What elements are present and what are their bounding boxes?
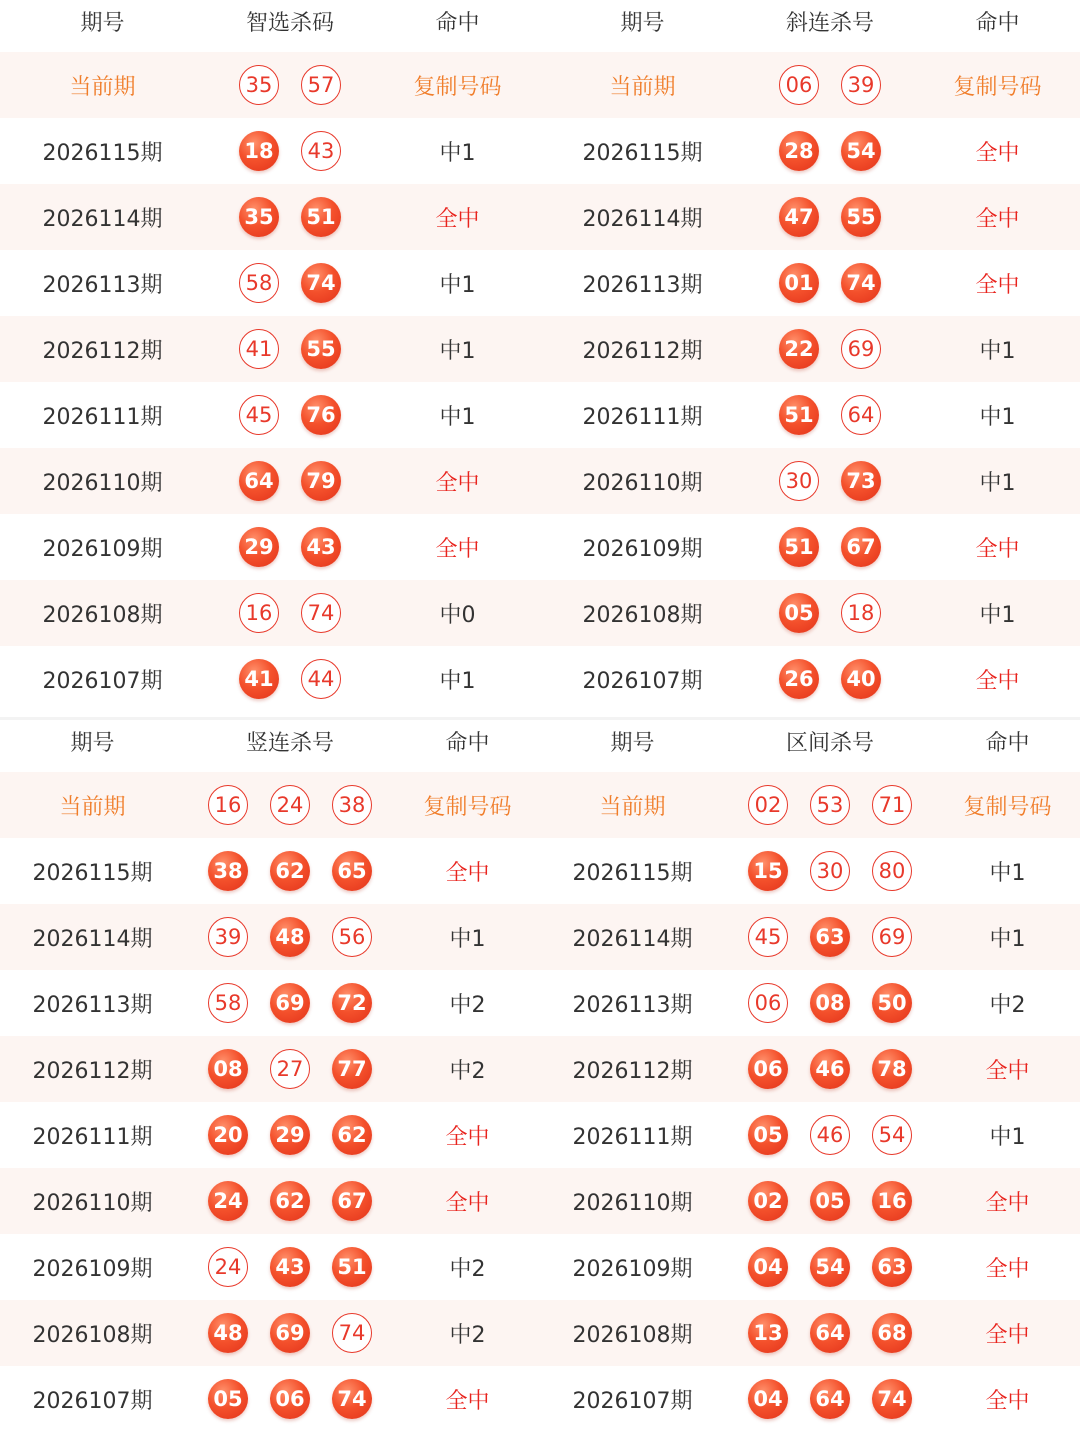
hit-ball: 05 xyxy=(208,1379,248,1419)
header-hit: 命中 xyxy=(435,11,480,36)
number-ball: 53 xyxy=(810,785,850,825)
history-row xyxy=(540,1102,1080,1168)
hit-ball: 05 xyxy=(779,593,819,633)
copy-numbers-button[interactable]: 复制号码 xyxy=(953,74,1042,100)
kill-number-balls xyxy=(228,197,352,237)
hit-result: 中1 xyxy=(449,926,486,952)
hit-result: 中2 xyxy=(449,1058,486,1084)
period-number: 2026110期 xyxy=(572,1190,693,1216)
kill-number-balls xyxy=(197,1181,383,1221)
hit-ball: 15 xyxy=(748,851,788,891)
hit-result: 全中 xyxy=(975,206,1020,232)
current-period-label: 当前期 xyxy=(609,74,676,100)
history-row xyxy=(540,382,1080,448)
history-row xyxy=(0,382,540,448)
period-number: 2026109期 xyxy=(572,1256,693,1282)
kill-number-balls xyxy=(197,1049,383,1089)
copy-numbers-button[interactable]: 复制号码 xyxy=(963,794,1052,820)
hit-ball: 50 xyxy=(872,983,912,1023)
current-balls xyxy=(197,785,383,825)
period-number: 2026109期 xyxy=(582,536,703,562)
period-number: 2026113期 xyxy=(42,272,163,298)
period-number: 2026108期 xyxy=(572,1322,693,1348)
period-number: 2026110期 xyxy=(32,1190,153,1216)
current-balls xyxy=(228,65,352,105)
hit-ball: 76 xyxy=(301,395,341,435)
hit-result: 中1 xyxy=(439,272,476,298)
hit-result: 中1 xyxy=(439,668,476,694)
kill-number-balls xyxy=(737,917,923,957)
header-kill-type: 斜连杀号 xyxy=(785,11,874,36)
period-number: 2026108期 xyxy=(32,1322,153,1348)
hit-result: 中2 xyxy=(449,992,486,1018)
hit-result: 全中 xyxy=(985,1256,1030,1282)
history-row xyxy=(540,646,1080,712)
header-kill-type: 智选杀码 xyxy=(245,11,334,36)
period-number: 2026115期 xyxy=(582,140,703,166)
period-number: 2026114期 xyxy=(32,926,153,952)
hit-ball: 67 xyxy=(841,527,881,567)
hit-result: 全中 xyxy=(975,272,1020,298)
miss-ball: 69 xyxy=(841,329,881,369)
kill-number-balls xyxy=(768,197,892,237)
history-row xyxy=(540,1168,1080,1234)
miss-ball: 56 xyxy=(332,917,372,957)
history-row xyxy=(540,580,1080,646)
current-period-row xyxy=(540,772,1080,838)
history-row xyxy=(0,184,540,250)
history-row xyxy=(540,1234,1080,1300)
hit-ball: 24 xyxy=(208,1181,248,1221)
hit-result: 全中 xyxy=(985,1388,1030,1414)
history-row xyxy=(0,250,540,316)
header-kill-type: 竖连杀号 xyxy=(245,731,334,756)
hit-ball: 54 xyxy=(841,131,881,171)
period-number: 2026115期 xyxy=(42,140,163,166)
hit-ball: 04 xyxy=(748,1379,788,1419)
hit-result: 全中 xyxy=(985,1058,1030,1084)
period-number: 2026113期 xyxy=(32,992,153,1018)
history-row xyxy=(0,904,540,970)
hit-result: 全中 xyxy=(435,470,480,496)
miss-ball: 58 xyxy=(239,263,279,303)
current-period-row xyxy=(0,772,540,838)
hit-ball: 35 xyxy=(239,197,279,237)
current-period-label: 当前期 xyxy=(599,794,666,820)
hit-ball: 16 xyxy=(872,1181,912,1221)
period-number: 2026115期 xyxy=(572,860,693,886)
hit-result: 中2 xyxy=(989,992,1026,1018)
hit-ball: 38 xyxy=(208,851,248,891)
number-ball: 35 xyxy=(239,65,279,105)
number-ball: 71 xyxy=(872,785,912,825)
period-number: 2026107期 xyxy=(582,668,703,694)
period-number: 2026111期 xyxy=(32,1124,153,1150)
hit-ball: 79 xyxy=(301,461,341,501)
period-number: 2026109期 xyxy=(42,536,163,562)
period-number: 2026111期 xyxy=(582,404,703,430)
history-row xyxy=(0,1036,540,1102)
hit-result: 中0 xyxy=(439,602,476,628)
history-row xyxy=(0,1234,540,1300)
miss-ball: 58 xyxy=(208,983,248,1023)
period-number: 2026110期 xyxy=(42,470,163,496)
hit-ball: 67 xyxy=(332,1181,372,1221)
kill-number-balls xyxy=(197,1115,383,1155)
history-row xyxy=(540,250,1080,316)
hit-ball: 65 xyxy=(332,851,372,891)
hit-result: 全中 xyxy=(445,1388,490,1414)
hit-ball: 74 xyxy=(872,1379,912,1419)
hit-ball: 43 xyxy=(270,1247,310,1287)
history-row xyxy=(540,1366,1080,1432)
hit-ball: 73 xyxy=(841,461,881,501)
kill-number-balls xyxy=(197,917,383,957)
table-header-row xyxy=(540,720,1080,772)
period-number: 2026115期 xyxy=(32,860,153,886)
hit-result: 中1 xyxy=(989,860,1026,886)
table-header-row xyxy=(540,0,1080,52)
history-row xyxy=(0,970,540,1036)
miss-ball: 18 xyxy=(841,593,881,633)
history-row xyxy=(540,448,1080,514)
hit-ball: 63 xyxy=(872,1247,912,1287)
history-row xyxy=(540,316,1080,382)
period-number: 2026113期 xyxy=(582,272,703,298)
hit-ball: 02 xyxy=(748,1181,788,1221)
hit-ball: 51 xyxy=(779,527,819,567)
hit-ball: 51 xyxy=(332,1247,372,1287)
hit-result: 全中 xyxy=(985,1190,1030,1216)
history-row xyxy=(540,118,1080,184)
period-number: 2026113期 xyxy=(572,992,693,1018)
history-row xyxy=(0,316,540,382)
period-number: 2026114期 xyxy=(42,206,163,232)
history-row xyxy=(540,838,1080,904)
miss-ball: 45 xyxy=(748,917,788,957)
hit-result: 全中 xyxy=(445,1190,490,1216)
kill-number-balls xyxy=(197,1313,383,1353)
kill-number-balls xyxy=(197,983,383,1023)
header-period: 期号 xyxy=(70,731,115,756)
kill-number-balls xyxy=(737,1379,923,1419)
hit-result: 中2 xyxy=(449,1322,486,1348)
history-row xyxy=(540,1300,1080,1366)
miss-ball: 46 xyxy=(810,1115,850,1155)
history-row xyxy=(0,646,540,712)
copy-numbers-button[interactable]: 复制号码 xyxy=(413,74,502,100)
current-period-label: 当前期 xyxy=(69,74,136,100)
history-row xyxy=(0,1168,540,1234)
kill-number-balls xyxy=(197,1379,383,1419)
miss-ball: 43 xyxy=(301,131,341,171)
period-number: 2026112期 xyxy=(32,1058,153,1084)
hit-ball: 51 xyxy=(779,395,819,435)
hit-result: 中1 xyxy=(979,470,1016,496)
hit-ball: 41 xyxy=(239,659,279,699)
miss-ball: 27 xyxy=(270,1049,310,1089)
number-ball: 24 xyxy=(270,785,310,825)
kill-number-balls xyxy=(737,983,923,1023)
current-period-row xyxy=(540,52,1080,118)
hit-ball: 13 xyxy=(748,1313,788,1353)
miss-ball: 24 xyxy=(208,1247,248,1287)
current-balls xyxy=(768,65,892,105)
kill-number-balls xyxy=(228,527,352,567)
table-header-row xyxy=(0,0,540,52)
hit-ball: 62 xyxy=(332,1115,372,1155)
miss-ball: 80 xyxy=(872,851,912,891)
hit-ball: 26 xyxy=(779,659,819,699)
hit-ball: 69 xyxy=(270,1313,310,1353)
period-number: 2026108期 xyxy=(42,602,163,628)
history-row xyxy=(540,904,1080,970)
hit-ball: 08 xyxy=(208,1049,248,1089)
miss-ball: 74 xyxy=(301,593,341,633)
hit-ball: 22 xyxy=(779,329,819,369)
kill-number-balls xyxy=(768,131,892,171)
hit-ball: 74 xyxy=(301,263,341,303)
history-row xyxy=(0,448,540,514)
hit-ball: 55 xyxy=(301,329,341,369)
kill-number-balls xyxy=(228,263,352,303)
hit-ball: 68 xyxy=(872,1313,912,1353)
header-period: 期号 xyxy=(80,11,125,36)
history-row xyxy=(0,514,540,580)
period-number: 2026111期 xyxy=(572,1124,693,1150)
number-ball: 16 xyxy=(208,785,248,825)
history-row xyxy=(0,1366,540,1432)
number-ball: 38 xyxy=(332,785,372,825)
header-period: 期号 xyxy=(620,11,665,36)
kill-number-balls xyxy=(768,263,892,303)
hit-result: 中1 xyxy=(989,1124,1026,1150)
kill-number-balls xyxy=(768,527,892,567)
kill-number-balls xyxy=(228,395,352,435)
hit-result: 全中 xyxy=(975,536,1020,562)
number-ball: 02 xyxy=(748,785,788,825)
hit-result: 中1 xyxy=(979,404,1016,430)
kill-number-balls xyxy=(737,1049,923,1089)
hit-result: 中2 xyxy=(449,1256,486,1282)
period-number: 2026111期 xyxy=(42,404,163,430)
kill-number-balls xyxy=(768,659,892,699)
hit-ball: 06 xyxy=(270,1379,310,1419)
number-ball: 39 xyxy=(841,65,881,105)
hit-ball: 64 xyxy=(239,461,279,501)
current-period-row xyxy=(0,52,540,118)
hit-ball: 62 xyxy=(270,851,310,891)
hit-ball: 01 xyxy=(779,263,819,303)
period-number: 2026108期 xyxy=(582,602,703,628)
period-number: 2026110期 xyxy=(582,470,703,496)
period-number: 2026114期 xyxy=(572,926,693,952)
hit-result: 中1 xyxy=(439,338,476,364)
hit-result: 全中 xyxy=(445,860,490,886)
hit-result: 中1 xyxy=(439,140,476,166)
hit-ball: 55 xyxy=(841,197,881,237)
hit-ball: 64 xyxy=(810,1313,850,1353)
hit-ball: 63 xyxy=(810,917,850,957)
history-row xyxy=(0,1102,540,1168)
number-ball: 57 xyxy=(301,65,341,105)
hit-ball: 04 xyxy=(748,1247,788,1287)
period-number: 2026112期 xyxy=(582,338,703,364)
period-number: 2026114期 xyxy=(582,206,703,232)
hit-result: 中1 xyxy=(979,602,1016,628)
current-period-label: 当前期 xyxy=(59,794,126,820)
history-row xyxy=(0,838,540,904)
kill-number-balls xyxy=(768,593,892,633)
history-row xyxy=(540,1036,1080,1102)
miss-ball: 41 xyxy=(239,329,279,369)
period-number: 2026107期 xyxy=(572,1388,693,1414)
hit-ball: 29 xyxy=(270,1115,310,1155)
header-hit: 命中 xyxy=(445,731,490,756)
hit-ball: 77 xyxy=(332,1049,372,1089)
hit-ball: 47 xyxy=(779,197,819,237)
hit-ball: 74 xyxy=(332,1379,372,1419)
hit-result: 全中 xyxy=(975,668,1020,694)
hit-ball: 05 xyxy=(810,1181,850,1221)
kill-number-balls xyxy=(737,851,923,891)
period-number: 2026107期 xyxy=(32,1388,153,1414)
history-row xyxy=(540,970,1080,1036)
hit-ball: 64 xyxy=(810,1379,850,1419)
hit-ball: 05 xyxy=(748,1115,788,1155)
hit-ball: 54 xyxy=(810,1247,850,1287)
kill-number-balls xyxy=(228,461,352,501)
miss-ball: 54 xyxy=(872,1115,912,1155)
hit-result: 全中 xyxy=(435,206,480,232)
period-number: 2026112期 xyxy=(572,1058,693,1084)
hit-ball: 78 xyxy=(872,1049,912,1089)
hit-result: 全中 xyxy=(435,536,480,562)
hit-result: 中1 xyxy=(439,404,476,430)
hit-result: 中1 xyxy=(989,926,1026,952)
miss-ball: 45 xyxy=(239,395,279,435)
header-kill-type: 区间杀号 xyxy=(785,731,874,756)
miss-ball: 69 xyxy=(872,917,912,957)
hit-ball: 46 xyxy=(810,1049,850,1089)
history-row xyxy=(540,184,1080,250)
hit-result: 中1 xyxy=(979,338,1016,364)
miss-ball: 30 xyxy=(779,461,819,501)
history-row xyxy=(0,580,540,646)
table-header-row xyxy=(0,720,540,772)
kill-number-balls xyxy=(737,1313,923,1353)
period-number: 2026112期 xyxy=(42,338,163,364)
history-row xyxy=(540,514,1080,580)
period-number: 2026109期 xyxy=(32,1256,153,1282)
miss-ball: 06 xyxy=(748,983,788,1023)
kill-number-balls xyxy=(768,461,892,501)
hit-result: 全中 xyxy=(975,140,1020,166)
miss-ball: 64 xyxy=(841,395,881,435)
hit-ball: 48 xyxy=(208,1313,248,1353)
hit-ball: 51 xyxy=(301,197,341,237)
hit-ball: 62 xyxy=(270,1181,310,1221)
history-row xyxy=(0,1300,540,1366)
kill-number-balls xyxy=(737,1181,923,1221)
hit-ball: 48 xyxy=(270,917,310,957)
hit-result: 全中 xyxy=(985,1322,1030,1348)
kill-number-balls xyxy=(737,1115,923,1155)
hit-ball: 43 xyxy=(301,527,341,567)
kill-number-balls xyxy=(228,659,352,699)
hit-ball: 69 xyxy=(270,983,310,1023)
hit-ball: 06 xyxy=(748,1049,788,1089)
hit-ball: 40 xyxy=(841,659,881,699)
kill-number-balls xyxy=(768,329,892,369)
miss-ball: 44 xyxy=(301,659,341,699)
kill-number-balls xyxy=(228,131,352,171)
kill-number-balls xyxy=(197,1247,383,1287)
hit-ball: 18 xyxy=(239,131,279,171)
hit-ball: 08 xyxy=(810,983,850,1023)
copy-numbers-button[interactable]: 复制号码 xyxy=(423,794,512,820)
hit-ball: 74 xyxy=(841,263,881,303)
hit-result: 全中 xyxy=(445,1124,490,1150)
hit-ball: 28 xyxy=(779,131,819,171)
kill-number-balls xyxy=(228,593,352,633)
kill-number-balls xyxy=(737,1247,923,1287)
hit-ball: 20 xyxy=(208,1115,248,1155)
hit-ball: 29 xyxy=(239,527,279,567)
kill-number-balls xyxy=(197,851,383,891)
miss-ball: 74 xyxy=(332,1313,372,1353)
number-ball: 06 xyxy=(779,65,819,105)
miss-ball: 39 xyxy=(208,917,248,957)
header-hit: 命中 xyxy=(975,11,1020,36)
miss-ball: 30 xyxy=(810,851,850,891)
kill-number-balls xyxy=(228,329,352,369)
period-number: 2026107期 xyxy=(42,668,163,694)
miss-ball: 16 xyxy=(239,593,279,633)
header-period: 期号 xyxy=(610,731,655,756)
hit-ball: 72 xyxy=(332,983,372,1023)
kill-number-balls xyxy=(768,395,892,435)
header-hit: 命中 xyxy=(985,731,1030,756)
current-balls xyxy=(737,785,923,825)
history-row xyxy=(0,118,540,184)
